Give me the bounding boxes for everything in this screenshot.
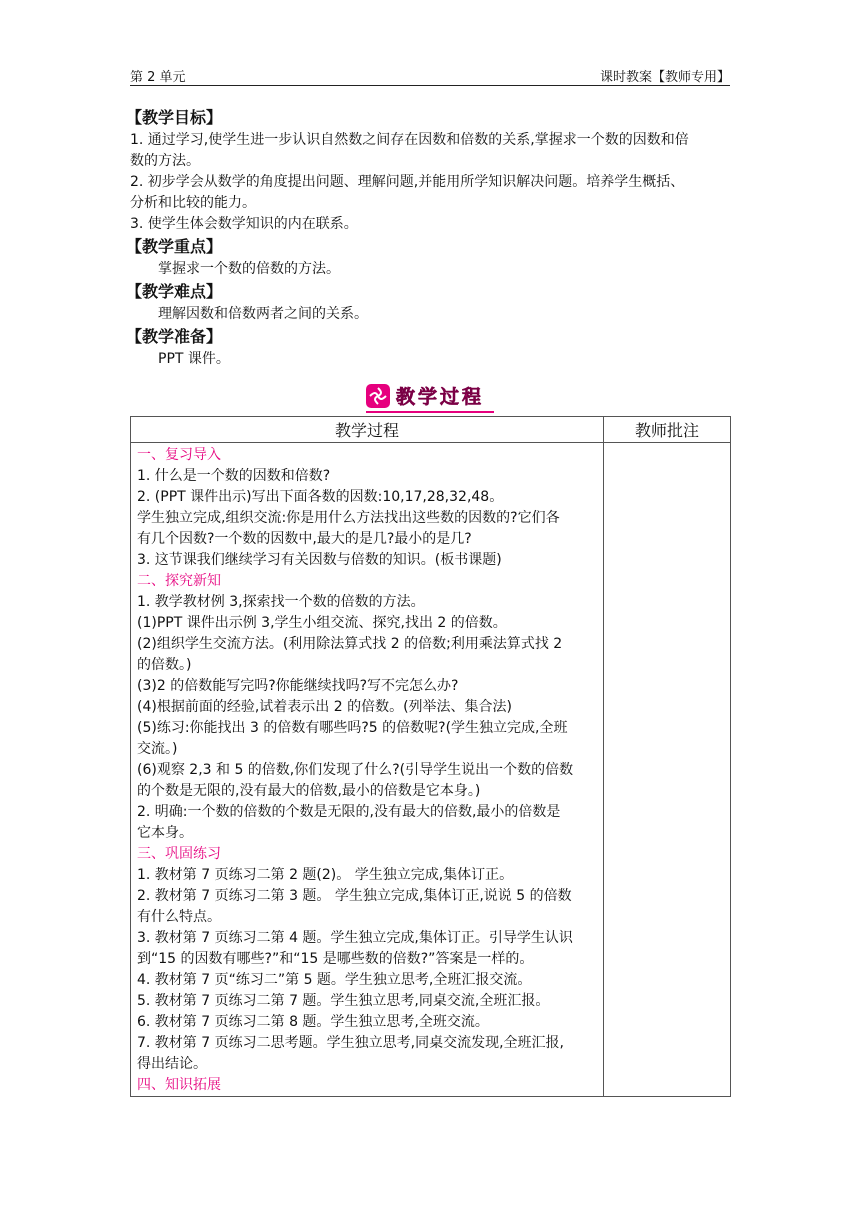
process-line: (5)练习:你能找出 3 的倍数有哪些吗?5 的倍数呢?(学生独立完成,全班: [137, 720, 568, 736]
process-line: 5. 教材第 7 页练习二第 7 题。学生独立思考,同桌交流,全班汇报。: [137, 993, 550, 1009]
difficulty-section: [126, 280, 730, 325]
objectives-line: 3. 使学生体会数学知识的内在联系。: [130, 216, 358, 232]
section-heading: 二、探究新知: [137, 573, 221, 589]
column-header-process: 教学过程: [131, 417, 604, 443]
process-line: 2. 教材第 7 页练习二第 3 题。 学生独立完成,集体订正,说说 5 的倍数: [137, 888, 572, 904]
objectives-line: 2. 初步学会从数学的角度提出问题、理解问题,并能用所学知识解决问题。培养学生概括、: [130, 174, 685, 190]
process-line: 1. 教材第 7 页练习二第 2 题(2)。 学生独立完成,集体订正。: [137, 867, 514, 883]
key-point-text: 掌握求一个数的倍数的方法。: [158, 261, 340, 277]
process-line: 它本身。: [137, 825, 193, 841]
process-line: (2)组织学生交流方法。(利用除法算式找 2 的倍数;利用乘法算式找 2: [137, 636, 563, 652]
page-header: [130, 64, 730, 86]
process-table: [130, 416, 731, 1097]
process-line: 6. 教材第 7 页练习二第 8 题。学生独立思考,全班交流。: [137, 1014, 489, 1030]
process-line: 的倍数。): [137, 657, 192, 673]
header-doc-type: 课时教案【教师专用】: [599, 70, 730, 85]
key-point-title: 【教学重点】: [126, 237, 223, 256]
section-heading: 四、知识拓展: [137, 1077, 221, 1093]
banner-title: 教学过程: [395, 386, 484, 408]
banner-emblem-icon: [366, 384, 390, 408]
process-line: (3)2 的倍数能写完吗?你能继续找吗?写不完怎么办?: [137, 678, 459, 694]
process-line: 3. 这节课我们继续学习有关因数与倍数的知识。(板书课题): [137, 552, 502, 568]
process-line: 7. 教材第 7 页练习二思考题。学生独立思考,同桌交流发现,全班汇报,: [137, 1035, 564, 1051]
difficulty-text: 理解因数和倍数两者之间的关系。: [158, 306, 368, 322]
process-line: 2. 明确:一个数的倍数的个数是无限的,没有最大的倍数,最小的倍数是: [137, 804, 561, 820]
objectives-section: [126, 106, 730, 235]
process-line: 4. 教材第 7 页“练习二”第 5 题。学生独立思考,全班汇报交流。: [137, 972, 532, 988]
header-unit: 第 2 单元: [130, 70, 186, 85]
key-point-section: [126, 235, 730, 280]
process-line: 1. 什么是一个数的因数和倍数?: [137, 468, 331, 484]
process-line: 有几个因数?一个数的因数中,最大的是几?最小的是几?: [137, 531, 472, 547]
process-line: 交流。): [137, 741, 178, 757]
page: [126, 64, 730, 1097]
process-line: 1. 教学教材例 3,探索找一个数的倍数的方法。: [137, 594, 425, 610]
banner-underline: [366, 411, 494, 413]
preparation-title: 【教学准备】: [126, 327, 223, 346]
table-row: [131, 443, 731, 1097]
column-header-notes: 教师批注: [604, 417, 731, 443]
process-line: 学生独立完成,组织交流:你是用什么方法找出这些数的因数的?它们各: [137, 510, 560, 526]
preparation-text: PPT 课件。: [158, 351, 230, 367]
process-line: (4)根据前面的经验,试着表示出 2 的倍数。(列举法、集合法): [137, 699, 513, 715]
teacher-notes-cell[interactable]: [604, 443, 731, 1097]
process-line: 得出结论。: [137, 1056, 207, 1072]
process-line: 的个数是无限的,没有最大的倍数,最小的倍数是它本身。): [137, 783, 481, 799]
difficulty-title: 【教学难点】: [126, 282, 223, 301]
process-line: 3. 教材第 7 页练习二第 4 题。学生独立完成,集体订正。引导学生认识: [137, 930, 573, 946]
process-line: 到“15 的因数有哪些?”和“15 是哪些数的倍数?”答案是一样的。: [137, 951, 534, 967]
preparation-section: [126, 325, 730, 370]
process-banner: [130, 382, 730, 410]
process-line: 有什么特点。: [137, 909, 221, 925]
process-line: 2. (PPT 课件出示)写出下面各数的因数:10,17,28,32,48。: [137, 489, 504, 505]
table-header-row: [131, 417, 731, 443]
process-line: (1)PPT 课件出示例 3,学生小组交流、探究,找出 2 的倍数。: [137, 615, 507, 631]
section-heading: 一、复习导入: [137, 447, 221, 463]
process-line: (6)观察 2,3 和 5 的倍数,你们发现了什么?(引导学生说出一个数的倍数: [137, 762, 574, 778]
objectives-line: 数的方法。: [130, 153, 200, 169]
objectives-line: 1. 通过学习,使学生进一步认识自然数之间存在因数和倍数的关系,掌握求一个数的因数和倍: [130, 132, 689, 148]
objectives-line: 分析和比较的能力。: [130, 195, 256, 211]
section-heading: 三、巩固练习: [137, 846, 221, 862]
objectives-title: 【教学目标】: [126, 108, 223, 127]
process-content-cell: [131, 443, 604, 1097]
